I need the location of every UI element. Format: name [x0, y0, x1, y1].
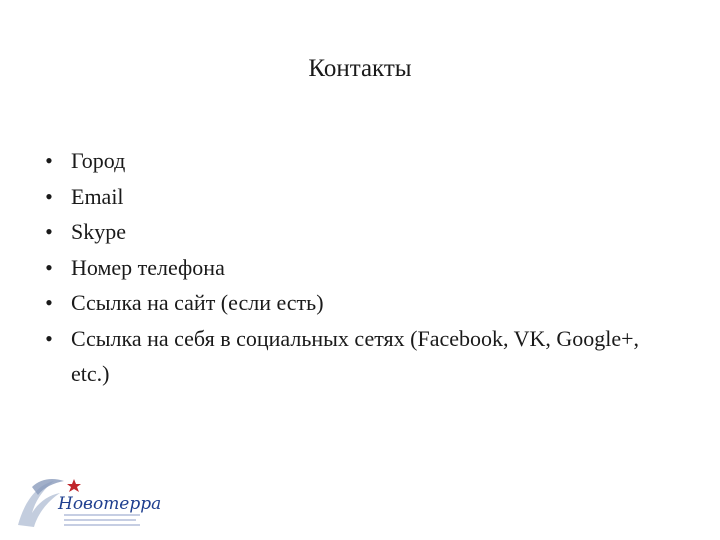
contacts-bullet-list [42, 143, 682, 392]
bullet-icon: • [45, 254, 53, 280]
list-item-label: Город [71, 148, 126, 173]
list-item-label: Номер телефона [71, 254, 225, 280]
bullet-icon: • [45, 219, 53, 244]
bullet-icon: • [45, 325, 53, 351]
bullet-icon: • [45, 290, 53, 315]
list-item-phone [42, 250, 682, 286]
list-item-website [42, 285, 682, 321]
list-item-label: Ссылка на сайт (если есть) [71, 290, 324, 315]
list-item-label: Ссылка на себя в социальных сетях (Facebook, VK, Google+, etc.) [71, 325, 640, 386]
bullet-icon: • [45, 183, 53, 209]
star-icon [67, 479, 81, 492]
logo-graphic [14, 473, 162, 533]
list-item-label: Email [71, 183, 124, 209]
list-item-social [42, 321, 682, 392]
logo-wordmark: Новотерра [58, 494, 162, 514]
bullet-icon: • [45, 148, 53, 173]
list-item-label: Skype [71, 219, 126, 244]
list-item-skype [42, 214, 682, 250]
bird-wing-icon [32, 479, 64, 495]
slide-title: Контакты [308, 55, 412, 82]
list-item-email [42, 179, 682, 215]
list-item-city [42, 143, 682, 179]
novoterra-logo [14, 473, 162, 533]
